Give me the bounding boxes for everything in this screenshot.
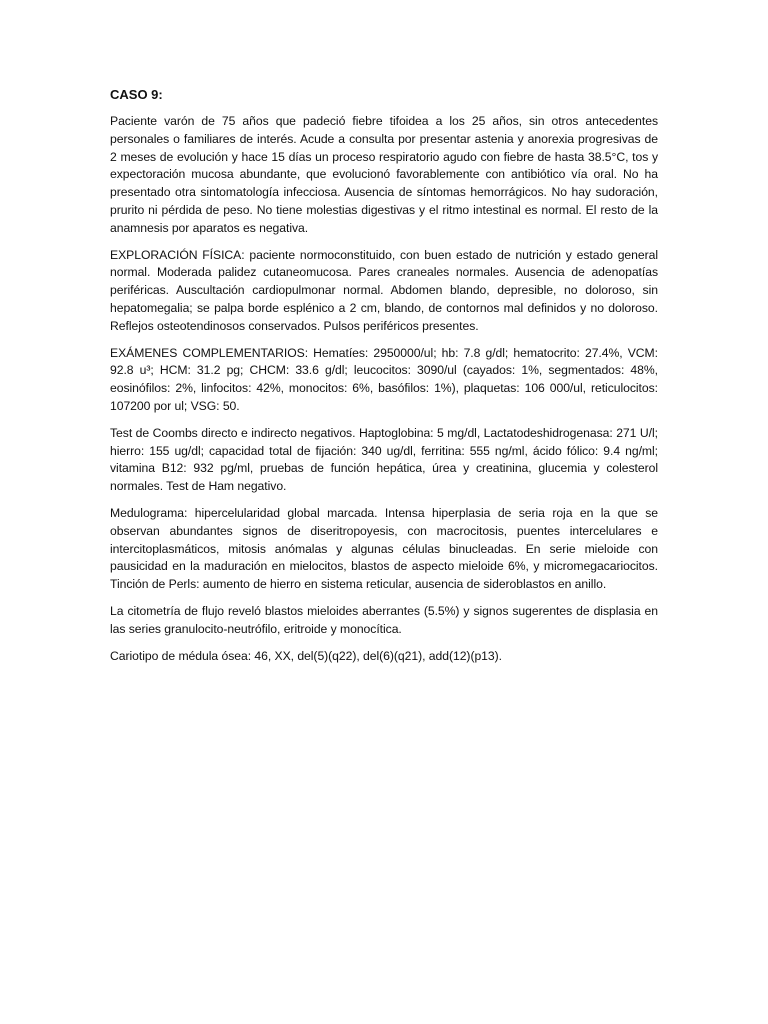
paragraph-lab-tests: EXÁMENES COMPLEMENTARIOS: Hematíes: 2950000/ul; hb: 7.8 g/dl; hematocrito: 27.4%, VCM: 92.8 u³; HCM: 31.2 pg; CHCM: 33.6 g/dl; leucocitos: 3090/ul (cayados: 1%, segmentados: 48%, eosinófilos: 2%, linfocitos: 42%, monocitos: 6%, basófilos: 1%), plaquetas: 106 000/ul, reticulocitos: 107200 por ul; VSG: 50.: [110, 345, 658, 413]
paragraph-flow-cytometry: La citometría de flujo reveló blastos mieloides aberrantes (5.5%) y signos sugerentes de displasia en las series granulocito-neutrófilo, eritroide y monocítica.: [110, 603, 658, 636]
paragraph-medulogram: Medulograma: hipercelularidad global marcada. Intensa hiperplasia de seria roja en la que se observan abundantes signos de diseritropoyesis, con macrocitosis, puentes intercelulares e intercitoplasmáticos, mitosis anómalas y algunas células binucleadas. En serie mieloide con pausicidad en la maduración en mielocitos, blastos de aspecto mieloide 6%, y micromegacariocitos. Tinción de Perls: aumento de hierro en sistema reticular, ausencia de sideroblastos en anillo.: [110, 505, 658, 592]
case-title: CASO 9:: [110, 87, 163, 102]
paragraph-coombs-tests: Test de Coombs directo e indirecto negativos. Haptoglobina: 5 mg/dl, Lactatodeshidrogenasa: 271 U/l; hierro: 155 ug/dl; capacidad total de fijación: 340 ug/dl, ferritina: 555 ng/ml, ácido fólico: 9.4 ng/ml; vitamina B12: 932 pg/ml, pruebas de función hepática, úrea y creatinina, glucemia y colesterol normales. Test de Ham negativo.: [110, 425, 658, 494]
document-page: [110, 86, 658, 674]
paragraph-karyotype: Cariotipo de médula ósea: 46, XX, del(5)(q22), del(6)(q21), add(12)(p13).: [110, 648, 502, 663]
paragraph-physical-exam: EXPLORACIÓN FÍSICA: paciente normoconstituido, con buen estado de nutrición y estado general normal. Moderada palidez cutaneomucosa. Pares craneales normales. Ausencia de adenopatías periféricas. Auscultación cardiopulmonar normal. Abdomen blando, depresible, no doloroso, sin hepatomegalia; se palpa borde esplénico a 2 cm, blando, de contornos mal definidos y no doloroso. Reflejos osteotendinosos conservados. Pulsos periféricos presentes.: [110, 247, 658, 333]
paragraph-history: Paciente varón de 75 años que padeció fiebre tifoidea a los 25 años, sin otros antecedentes personales o familiares de interés. Acude a consulta por presentar astenia y anorexia progresivas de 2 meses de evolución y hace 15 días un proceso respiratorio agudo con fiebre de hasta 38.5°C, tos y expectoración mucosa abundante, que evolucionó favorablemente con antibiótico vía oral. No ha presentado otra sintomatología infecciosa. Ausencia de síntomas hemorrágicos. No hay sudoración, prurito ni pérdida de peso. No tiene molestias digestivas y el ritmo intestinal es normal. El resto de la anamnesis por aparatos es negativa.: [110, 114, 658, 235]
